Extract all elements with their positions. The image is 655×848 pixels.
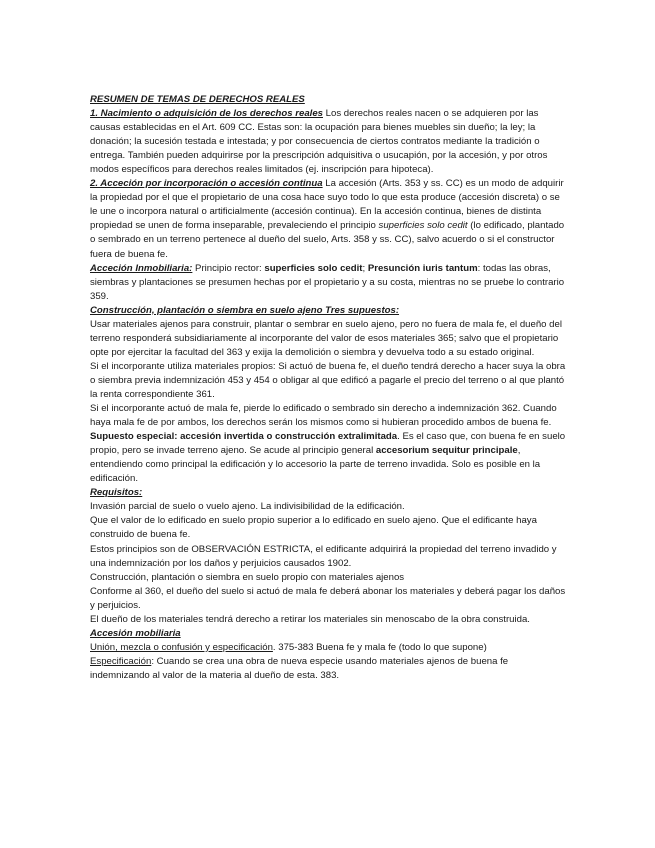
section-6-heading-line: [90, 627, 568, 641]
section-5-line-2: Que el valor de lo edificado en suelo propio superior a lo edificado en suelo ajeno. Que el edificante haya construido de buena fe.: [90, 515, 537, 541]
section-6-heading: Accesión mobiliaria: [90, 627, 181, 639]
section-4-text-1: . Es el caso que, con buena fe en suelo propio, pero se invade terreno ajeno. Se acude al principio general: [90, 431, 566, 457]
section-5-heading-line: [90, 486, 568, 500]
document-title: [90, 93, 568, 107]
document-page: [90, 93, 568, 683]
section-3-paragraph: [90, 262, 568, 304]
section-6-underlined-1: Unión, mezcla o confusión y especificación: [90, 641, 273, 653]
section-4-heading-line: [90, 304, 568, 318]
section-4-text-2: , entendiendo como principal la edificación y lo accesorio la parte de terreno invadida. Solo es posible en la edificación.: [90, 445, 541, 485]
section-3-text-1: Principio rector:: [192, 262, 265, 274]
section-2-italic-term: superficies solo cedit: [378, 220, 468, 232]
section-4-paragraph-4: [90, 430, 568, 486]
section-4-bold-1: Supuesto especial: accesión invertida o construcción extralimitada: [90, 431, 398, 443]
section-1-heading: 1. Nacimiento o adquisición de los derechos reales: [90, 108, 323, 120]
section-5-line-3: Estos principios son de OBSERVACIÓN ESTRICTA, el edificante adquirirá la propiedad del terreno invadido y una indemnización por los daños y perjuicios causados 1902.: [90, 543, 557, 569]
section-2-text-b: (lo edificado, plantado o sembrado en un terreno pertenece al dueño del suelo, Arts. 358 y ss. CC), salvo acuerdo o si el constructor fuera de buena fe.: [90, 220, 565, 260]
section-3-text-2: ;: [362, 262, 368, 274]
section-4-bold-2: accesorium sequitur principale: [375, 445, 518, 457]
section-1-paragraph: [90, 107, 568, 177]
section-6-line-1: [90, 641, 568, 655]
section-4-paragraph-1: Usar materiales ajenos para construir, plantar o sembrar en suelo ajeno, pero no fuera de mala fe, el dueño del terreno responderá subsidiariamente al incorporante del valor de esos materiales 365; salvo que el propietario opte por ejercitar la facultad del 363 y exija la demolición o siembra y devuelva todo a su estado original.: [90, 318, 562, 358]
section-5-line-1: Invasión parcial de suelo o vuelo ajeno. La indivisibilidad de la edificación.: [90, 501, 405, 513]
section-6-text-1: . 375-383 Buena fe y mala fe (todo lo que supone): [272, 641, 487, 653]
title-text: RESUMEN DE TEMAS DE DERECHOS REALES: [90, 94, 305, 105]
section-6-line-2: [90, 655, 568, 683]
section-2-heading: 2. Acceción por incorporación o accesión continua: [90, 178, 323, 190]
section-3-bold-1: superficies solo cedit: [264, 262, 363, 274]
section-2-paragraph: [90, 177, 568, 261]
section-3-bold-2: Presunción iuris tantum: [367, 262, 478, 274]
section-6-underlined-2: Especificación: [90, 655, 152, 667]
section-6-text-2: : Cuando se crea una obra de nueva especie usando materiales ajenos de buena fe indemnizando al valor de la materia al dueño de esta. 383.: [90, 655, 509, 681]
section-4-heading: Construcción, plantación o siembra en suelo ajeno Tres supuestos:: [90, 304, 400, 316]
section-2-text-a: La accesión (Arts. 353 y ss. CC) es un modo de adquirir la propiedad por el que el propietario de una cosa hace suyo todo lo que esta produce (accesión discreta) o se le une o incorpora natural o artificialmente (accesión continua). En la accesión continua, bienes de distinta propiedad se unen de forma inseparable, prevaleciendo el principio: [90, 178, 564, 232]
section-4-paragraph-3: Si el incorporante actuó de mala fe, pierde lo edificado o sembrado sin derecho a indemnización 362. Cuando haya mala fe de por ambos, los derechos serán los mismos como si hubieran procedido ambos de buena fe.: [90, 403, 557, 429]
section-5-line-4: Construcción, plantación o siembra en suelo propio con materiales ajenos: [90, 571, 405, 583]
section-1-text: Los derechos reales nacen o se adquieren por las causas establecidas en el Art. 609 CC. Estas son: la ocupación para bienes muebles sin dueño; la ley; la donación; la sucesión testada e intestada; y por consecuencia de ciertos contratos mediante la tradición o entrega. También pueden adquirirse por la prescripción adquisitiva o usucapión, por la accesión, y por otros modos específicos para derechos reales limitados (ej. inscripción para hipoteca).: [90, 108, 548, 176]
section-5-line-6: El dueño de los materiales tendrá derecho a retirar los materiales sin menoscabo de la obra construida.: [90, 613, 530, 625]
section-3-text-3: : todas las obras, siembras y plantaciones se presumen hechas por el propietario y a su costa, mientras no se pruebe lo contrario 359.: [90, 262, 565, 302]
section-5-line-5: Conforme al 360, el dueño del suelo si actuó de mala fe deberá abonar los materiales y deberá pagar los daños y perjuicios.: [90, 585, 566, 611]
section-3-heading: Acceción Inmobiliaria:: [90, 262, 193, 274]
section-4-paragraph-2: Si el incorporante utiliza materiales propios: Si actuó de buena fe, el dueño tendrá derecho a hacer suya la obra o siembra previa indemnización 453 y 454 o obligar al que edificó a pagarle el precio del terreno o al que plantó la renta correspondiente 361.: [90, 360, 566, 400]
section-5-heading: Requisitos:: [90, 487, 143, 499]
